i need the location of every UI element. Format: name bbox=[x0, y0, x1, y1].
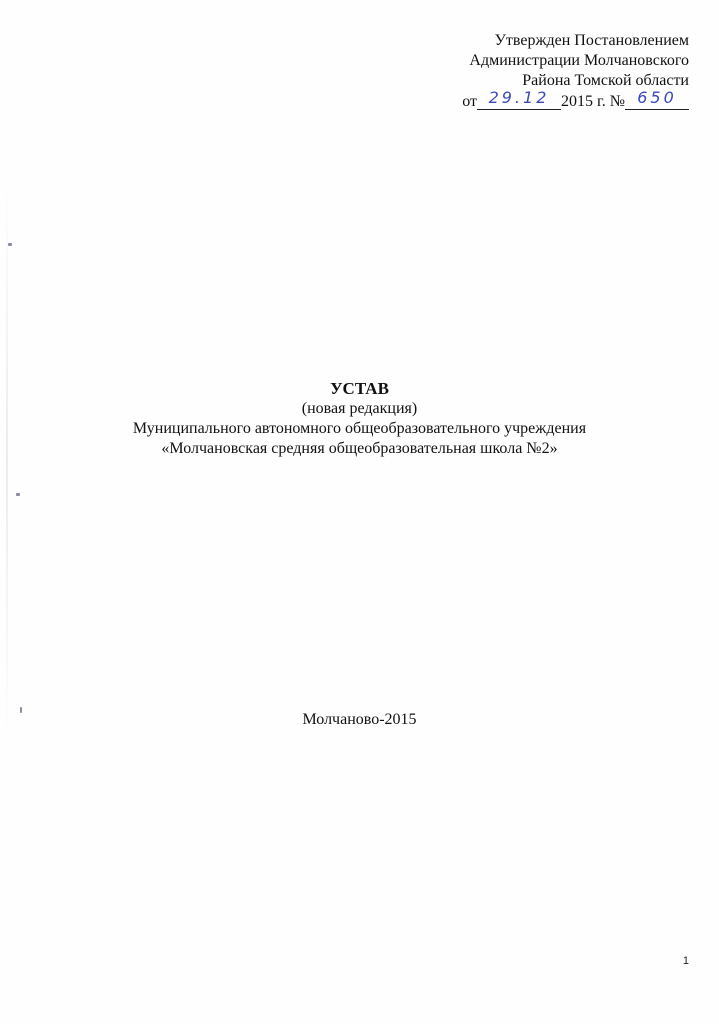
handwritten-number: 650 bbox=[637, 88, 677, 107]
approval-block bbox=[462, 31, 689, 112]
region-line: Района Томской области bbox=[522, 72, 689, 89]
date-prefix: от bbox=[462, 93, 477, 110]
date-blank bbox=[477, 88, 561, 110]
title-block bbox=[0, 379, 719, 459]
institution-type: Муниципального автономного общеобразовательного учреждения bbox=[132, 420, 587, 437]
handwritten-date: 29.12 bbox=[488, 88, 550, 107]
page-number: 1 bbox=[682, 955, 689, 967]
edition-note: (новая редакция) bbox=[301, 400, 418, 417]
administration-line: Администрации Молчановского bbox=[469, 52, 689, 69]
date-number-line bbox=[462, 88, 689, 112]
scan-speck bbox=[16, 493, 20, 496]
scan-edge bbox=[6, 180, 8, 740]
approved-line: Утвержден Постановлением bbox=[494, 32, 689, 49]
document-title: УСТАВ bbox=[330, 379, 389, 398]
number-blank bbox=[625, 88, 689, 110]
scan-speck bbox=[8, 243, 12, 246]
place-year: Молчаново-2015 bbox=[302, 711, 417, 728]
year-number-label: 2015 г. № bbox=[560, 93, 625, 110]
school-name: «Молчановская средняя общеобразовательная школа №2» bbox=[161, 440, 558, 457]
